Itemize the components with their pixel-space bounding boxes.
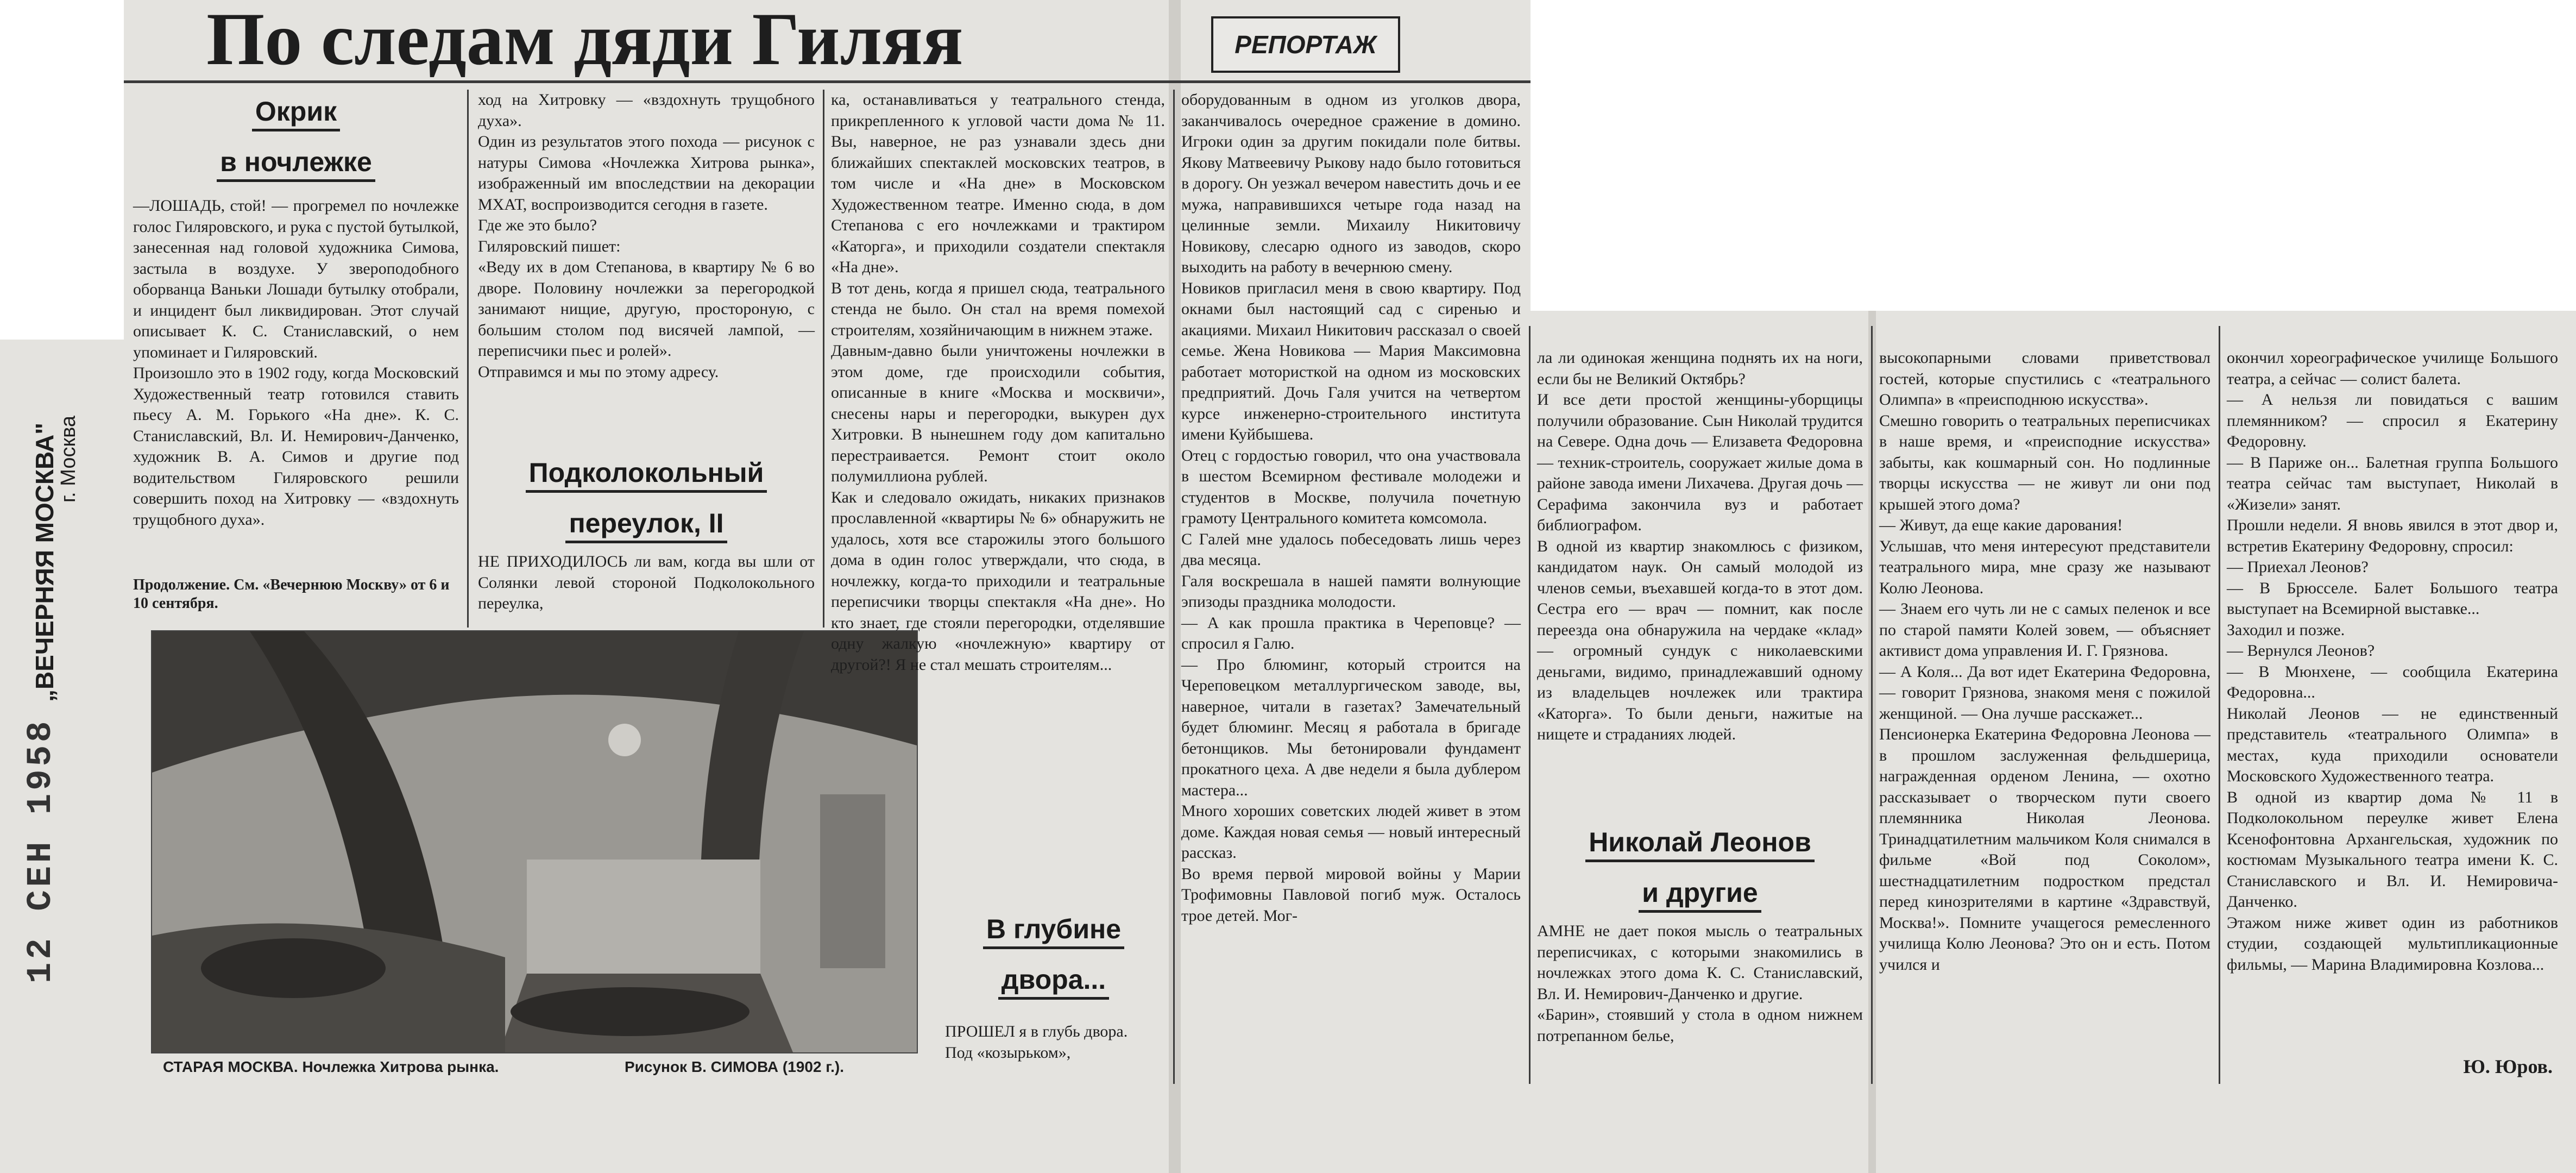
divider xyxy=(1529,326,1531,1084)
masthead-newspaper: „ВЕЧЕРНЯЯ МОСКВА" xyxy=(30,422,59,702)
text-column-3: ка, останавливаться у театрального стенда, прикрепленного к угловой части дома № 11. Вы, наверное, не раз узнавали здесь дни ближайших спектаклей московских театров, в том числе и «На дне» в Московском Художественном театре. Именно сюда, в дом Степанова с его ночлежками и трактиром «Каторга», и приходили создатели спектакля «На дне». В тот день, когда я пришел сюда, театрального стенда не было. Он стал на время помехой строителям, хозяйничающим в нижнем этаже. Давным-давно были уничтожены ночлежки в этом доме, где происходили события, описанные в книге «Москва и москвичи», снесены нары и перегородки, выкурен дух Хитровки. В нынешнем году дом капитально перестраивается. Ремонт стоит около полумиллиона рублей. Как и следовало ожидать, никаких признаков прославленной «квартиры № 6» обнаружить не удалось, хотя все старожилы этого большого дома в один голос утверждали, что сюда, в ночлежку, когда-то приходили и театральные переписчики творцы спектакля «На дне». Но кто знает, где стояли перегородки, отделявшие одну жалкую «ночлежную» квартиру от другой?! Я не стал мешать строителям... xyxy=(831,91,1165,674)
rubric-label: РЕПОРТАЖ xyxy=(1211,16,1400,73)
text-column-1: —ЛОШАДЬ, стой! — прогремел по ночлежке голос Гиляровского, и рука с пустой бутылкой, занесенная над головой художника Симова, застыла в воздухе. У звероподобного оборванца Ваньки Лошади бутылку отобрали, и инцидент был ликвидирован. Этот случай описывает К. С. Станиславский, о нем упоминает и Гиляровский. Произошло это в 1902 году, когда Московский Художественный театр готовился ставить пьесу А. М. Горького «На дне». К. С. Станиславский, Вл. И. Немирович-Данченко, художник В. А. Симов и другие под водительством Гиляровского решили совершить поход на Хитровку — «вздохнуть трущобного духа». xyxy=(133,197,459,529)
text-column-4: оборудованным в одном из уголков двора, заканчивалось очередное сражение в домино. Игроки один за другим покидали поле битвы. Якову Матвеевичу Рыкову надо было готовиться в дорогу. Он уезжал вечером навестить дочь и ее мужа, направившихся четыре года назад на целинные земли. Михаилу Никитовичу Новикову, слесарю одного из заводов, скоро выходить на работу в вечернюю смену. Новиков пригласил меня в свою квартиру. Под окнами был настоящий сад с сиренью и акациями. Михаил Никитович рассказал о своей семье. Жена Новикова — Мария Максимовна работает мотористкой на одном из московских предприятий. Дочь Галя учится на четвертом курсе инженерно-строительного института имени Куйбышева. Отец с гордостью говорил, что она участвовала в шестом Всемирном фестивале молодежи и студентов в Москве, получила почетную грамоту Центрального комитета комсомола. С Галей мне удалось побеседовать лишь через два месяца. Галя воскрешала в нашей памяти волнующие эпизоды праздника молодости. — А как прошла практика в Череповце? — спросил я Галю. — Про блюминг, который строится на Череповецком металлургическом заводе, вы, наверное, читали в газетах? Замечательный будет блюминг. Месяц я работала в бригаде бетонщиков. Мы бетонировали фундамент прокатного цеха. А две недели я была дублером мастера... Много хороших советских людей живет в этом доме. Каждая новая семья — новый интересный рассказ. Во время первой мировой войны у Марии Трофимовны Павловой погиб муж. Осталось трое детей. Мог- xyxy=(1181,91,1521,925)
caption-left: СТАРАЯ МОСКВА. Ночлежка Хитрова рынка. xyxy=(163,1058,499,1075)
author-signature: Ю. Юров. xyxy=(2463,1056,2553,1077)
text-column-5: ла ли одинокая женщина поднять их на ноги, если бы не Великий Октябрь? И все дети простой женщины-уборщицы получили образование. Сын Николай трудится на Севере. Одна дочь — Елизавета Федоровна — техник-строитель, сооружает жилые дома в районе завода имени Лихачева. Другая дочь — Серафима закончила вуз и работает библиографом. В одной из квартир знакомлюсь с физиком, кандидатом наук. Он самый молодой из членов семьи, въехавшей когда-то в этот дом. Сестра его — врач — помнит, как после переезда она обнаружила на чердаке «клад» — огромный сундук с николаевскими деньгами, видимо, принадлежавший одному из владельцев ночлежек или трактира «Каторга». То были деньги, нажитые на нищете и страданиях людей. xyxy=(1537,349,1863,743)
subheading-v-glubine: В глубине двора... xyxy=(945,913,1162,1014)
divider xyxy=(2219,326,2220,1084)
divider xyxy=(1173,90,1175,1084)
subheading-podkolokolny: Подколокольный переулок, II xyxy=(478,456,815,557)
caption-right: Рисунок В. СИМОВА (1902 г.). xyxy=(625,1058,845,1075)
text-column-2b: НЕ ПРИХОДИЛОСЬ ли вам, когда вы шли от Солянки левой стороной Подколокольного переулка, xyxy=(478,553,815,612)
subheading-leonov: Николай Леонов и другие xyxy=(1537,826,1863,927)
divider xyxy=(823,90,824,628)
text-column-2: ход на Хитровку — «вздохнуть трущобного духа». Один из результатов этого похода — рисунок с натуры Симова «Ночлежка Хитрова рынка», изображенный им впоследствии на декорации МХАТ, воспроизводится сегодня в газете. Где же это было? Гиляровский пишет: «Веду их в дом Степанова, в квартиру № 6 во дворе. Половину ночлежки за перегородкой занимают нищие, другую, простороную, с большим столом под висячей лампой, — переписчики пьес и ролей». Отправимся и мы по этому адресу. xyxy=(478,91,815,381)
date-stamp: 12 СЕН 1958 xyxy=(22,718,61,983)
night-shelter-drawing xyxy=(152,631,917,1052)
masthead-city: г. Москва xyxy=(57,415,80,503)
divider xyxy=(467,90,469,628)
title-rule xyxy=(124,80,1531,83)
text-column-3b: ПРОШЕЛ я в глубь двора. Под «козырьком», xyxy=(945,1023,1128,1062)
fold-line xyxy=(1169,0,1181,1173)
article-title: По следам дяди Гиляя xyxy=(206,0,963,80)
continuation-note: Продолжение. См. «Вечернюю Москву» от 6 и 10 сентября. xyxy=(133,576,450,612)
illustration-nochlezhka xyxy=(151,630,918,1053)
text-column-6: высокопарными словами приветствовал гостей, которые спустились с «театрального Олимпа» в «преисподнюю искусства». Смешно говорить о театральных переписчиках в наше время, и «преисподние искусства» забыты, как кошмарный сон. Но подлинные творцы искусства — не живут ли они под крышей этого дома? — Живут, да еще какие дарования! Услышав, что меня интересуют представители театрального мира, мне сразу же называют Колю Леонова. — Знаем его чуть ли не с самых пеленок и все по старой памяти Колей зовем, — объясняет активист дома управления И. Г. Грязнова. — А Коля... Да вот идет Екатерина Федоровна, — говорит Грязнова, знакомя меня с пожилой женщиной. — Она лучше расскажет... Пенсионерка Екатерина Федоровна Леонова — в прошлом заслуженная фельдшерица, награжденная орденом Ленина, — охотно рассказывает о творческом пути своего племянника Николая Леонова. Тринадцатилетним мальчиком Коля снимался в фильме «Вой под Соколом», шестнадцатилетним подростком предстал перед кинозрителями в картине «Здравствуй, Москва!». Помните учащегося ремесленного училища Колю Леонова? Это он и есть. Потом учился и xyxy=(1879,349,2210,974)
text-column-5b: АМНЕ не дает покоя мысль о театральных переписчиках, с которыми знакомились в ночлежках этого дома К. С. Станиславский, Вл. И. Немирович-Данченко и другие. «Барин», стоявший у стола в одном нижнем потрепанном белье, xyxy=(1537,922,1863,1045)
text-column-7: окончил хореографическое училище Большого театра, а сейчас — солист балета. — А нельзя ли повидаться с вашим племянником? — спросил я Екатерину Федоровну. — В Париже он... Балетная группа Большого театра сейчас там выступает, Николай в «Жизели» занят. Прошли недели. Я вновь явился в этот двор и, встретив Екатерину Федоровну, спросил: — Приехал Леонов? — В Брюсселе. Балет Большого театра выступает на Всемирной выставке... Заходил и позже. — Вернулся Леонов? — В Мюнхене, — сообщила Екатерина Федоровна... Николай Леонов — не единственный представитель «театрального Олимпа» в местах, куда приходили основатели Московского Художественного театра. В одной из квартир дома № 11 в Подколокольном переулке живет Елена Ксенофонтовна Архангельская, художник по костюмам Музыкального театра имени К. С. Станиславского и Вл. И. Немировича-Данченко. Этажом ниже живет один из работников студии, создающей мультипликационные фильмы, — Марина Владимировна Козлова... xyxy=(2227,349,2558,974)
subheading-okrik: Окрик в ночлежке xyxy=(133,95,459,196)
divider xyxy=(1871,326,1873,1084)
